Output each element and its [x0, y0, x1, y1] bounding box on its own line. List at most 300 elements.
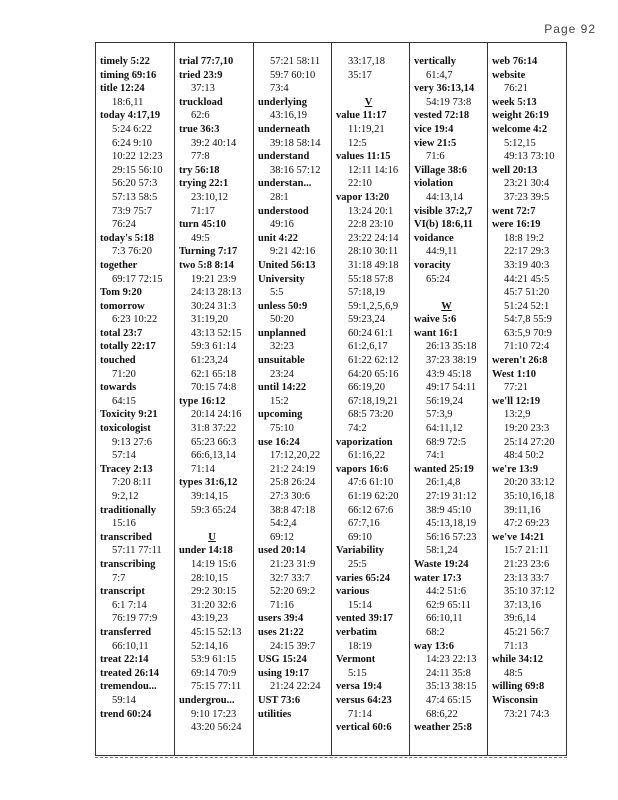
index-reference: 52:20 69:2 — [270, 586, 316, 598]
index-term: visible 37:2,7 — [414, 205, 473, 217]
index-reference: 39:2 40:14 — [191, 137, 237, 149]
index-reference: 20:20 33:12 — [504, 477, 555, 489]
index-reference: 43:16,19 — [270, 110, 308, 122]
index-term: types 31:6,12 — [179, 477, 238, 489]
index-term: until 14:22 — [258, 382, 307, 394]
index-term: were 16:19 — [492, 219, 541, 231]
index-reference: 25:8 26:24 — [270, 477, 316, 489]
index-reference: 48:4 50:2 — [504, 450, 544, 462]
index-reference: 57:14 — [112, 450, 136, 462]
index-reference: 71:17 — [191, 205, 215, 217]
index-term: used 20:14 — [258, 545, 306, 557]
index-reference: 54:19 73:8 — [426, 96, 472, 108]
index-term: University — [258, 273, 305, 285]
index-reference: 38:9 45:10 — [426, 504, 472, 516]
index-term: wanted 25:19 — [414, 463, 474, 475]
index-reference: 15:14 — [348, 599, 372, 611]
index-reference: 66:10,11 — [426, 613, 463, 625]
index-term: website — [492, 69, 526, 81]
index-column-5 — [410, 43, 488, 755]
index-term: Wisconsin — [492, 694, 538, 706]
index-term: way 13:6 — [414, 640, 454, 652]
index-term: utilities — [258, 708, 292, 720]
index-reference: 47:4 65:15 — [426, 694, 472, 706]
index-reference: 32:7 33:7 — [270, 572, 310, 584]
index-reference: 21:23 23:6 — [504, 558, 550, 570]
index-term: week 5:13 — [492, 96, 537, 108]
index-term: Tom 9:20 — [100, 287, 142, 299]
index-term: various — [336, 586, 370, 598]
index-reference: 75:15 77:11 — [191, 681, 242, 693]
index-term: upcoming — [258, 409, 303, 421]
index-reference: 27:19 31:12 — [426, 491, 477, 502]
index-reference: 74:2 — [348, 423, 367, 435]
index-reference: 59:3 61:14 — [191, 341, 237, 353]
index-reference: 73:4 — [270, 83, 289, 95]
index-reference: 64:15 — [112, 395, 136, 407]
index-frame — [95, 42, 567, 756]
index-reference: 61:16,22 — [348, 450, 386, 462]
index-reference: 49:16 — [270, 219, 294, 231]
index-term: USG 15:24 — [258, 654, 307, 666]
index-reference: 76:21 — [504, 83, 528, 95]
index-term: total 23:7 — [100, 327, 143, 339]
index-reference: 25:5 — [348, 558, 367, 570]
index-reference: 26:13 35:18 — [426, 341, 477, 353]
index-reference: 54:2,4 — [270, 518, 297, 530]
index-reference: 18:19 — [348, 640, 372, 652]
index-reference: 57:3,9 — [426, 409, 453, 421]
index-term: we'll 12:19 — [492, 395, 541, 407]
index-reference: 45:13,18,19 — [426, 518, 477, 530]
index-reference: 24:15 39:7 — [270, 640, 316, 652]
index-term: Vermont — [336, 654, 376, 666]
index-reference: 53:9 61:15 — [191, 654, 237, 666]
index-reference: 74:1 — [426, 450, 445, 462]
index-reference: 28:10 30:11 — [348, 246, 399, 258]
index-reference: 61:22 62:12 — [348, 355, 399, 367]
index-reference: 44:2 51:6 — [426, 586, 466, 598]
index-reference: 61:19 62:20 — [348, 491, 399, 502]
index-reference: 6:1 7:14 — [112, 599, 147, 611]
index-term: using 19:17 — [258, 667, 310, 679]
index-reference: 59:1,2,5,6,9 — [348, 300, 399, 312]
index-reference: 62:6 — [191, 110, 210, 122]
index-reference: 32:23 — [270, 341, 294, 353]
index-term: versa 19:4 — [336, 681, 382, 693]
index-term: water 17:3 — [414, 572, 462, 584]
index-term: underlying — [258, 96, 308, 108]
index-reference: 71:13 — [504, 640, 528, 652]
index-reference: 49:13 73:10 — [504, 151, 555, 163]
index-term: vested 72:18 — [414, 110, 470, 122]
index-term: try 56:18 — [179, 164, 220, 176]
index-term: we're 13:9 — [492, 463, 539, 475]
index-term: treated 26:14 — [100, 667, 159, 679]
index-term: treat 22:14 — [100, 654, 149, 666]
index-reference: 56:16 57:23 — [426, 531, 477, 543]
index-reference: 6:24 9:10 — [112, 137, 152, 149]
index-reference: 18:6,11 — [112, 96, 144, 108]
index-reference: 31:18 49:18 — [348, 259, 399, 271]
index-reference — [179, 517, 253, 531]
index-reference: 66:10,11 — [112, 640, 149, 652]
index-reference: 71:10 72:4 — [504, 341, 550, 353]
index-reference: 65:24 — [426, 273, 450, 285]
index-reference: 19:21 23:9 — [191, 273, 237, 285]
index-reference: 48:5 — [504, 667, 523, 679]
index-reference: 9:21 42:16 — [270, 246, 316, 258]
index-columns — [96, 43, 566, 755]
index-reference: 31:19,20 — [191, 314, 229, 326]
bottom-rule — [95, 757, 567, 758]
index-term: tremendou... — [100, 681, 157, 693]
index-reference: 68:2 — [426, 626, 445, 638]
index-reference: 11:19,21 — [348, 123, 385, 135]
section-letter: W — [441, 300, 452, 312]
index-reference: 59:7 60:10 — [270, 69, 316, 81]
index-term: use 16:24 — [258, 436, 300, 448]
index-term: weather 25:8 — [414, 722, 472, 734]
index-reference: 44:13,14 — [426, 191, 464, 203]
index-term: two 5:8 8:14 — [179, 259, 234, 271]
index-reference: 29:15 56:10 — [112, 164, 163, 176]
index-term: values 11:15 — [336, 151, 391, 163]
index-reference: 61:23,24 — [191, 355, 229, 367]
index-term: vertical 60:6 — [336, 722, 392, 734]
section-letter: U — [208, 531, 216, 543]
index-reference: 5:15 — [348, 667, 367, 679]
index-reference: 52:14,16 — [191, 640, 229, 652]
index-reference: 43:9 45:18 — [426, 368, 472, 380]
index-reference: 77:8 — [191, 151, 210, 163]
index-term: voracity — [414, 259, 451, 271]
index-term: unplanned — [258, 327, 306, 339]
index-term: under 14:18 — [179, 545, 233, 557]
index-term: went 72:7 — [492, 205, 536, 217]
index-term: versus 64:23 — [336, 694, 392, 706]
index-term: understood — [258, 205, 309, 217]
index-reference: 9:10 17:23 — [191, 708, 237, 720]
index-reference: 37:13,16 — [504, 599, 542, 611]
index-reference: 66:12 67:6 — [348, 504, 394, 516]
index-term: very 36:13,14 — [414, 83, 475, 95]
index-reference: 64:11,12 — [426, 423, 463, 435]
index-term: vented 39:17 — [336, 613, 393, 625]
index-term: Toxicity 9:21 — [100, 409, 158, 421]
index-term: violation — [414, 178, 454, 190]
index-reference: 70:15 74:8 — [191, 382, 237, 394]
index-reference: 33:17,18 — [348, 56, 386, 67]
index-reference: 24:13 28:13 — [191, 287, 242, 299]
index-term: turn 45:10 — [179, 219, 226, 231]
index-reference: 38:8 47:18 — [270, 504, 316, 516]
index-term: trying 22:1 — [179, 178, 229, 190]
index-term: vice 19:4 — [414, 123, 454, 135]
index-reference: 22:17 29:3 — [504, 246, 550, 258]
index-reference: 22:8 23:10 — [348, 219, 394, 231]
index-term: transferred — [100, 626, 152, 638]
index-term: we've 14:21 — [492, 531, 545, 543]
index-reference: 5:24 6:22 — [112, 123, 152, 135]
index-reference: 76:24 — [112, 219, 136, 231]
index-term: welcome 4:2 — [492, 123, 548, 135]
index-reference: 38:16 57:12 — [270, 164, 321, 176]
index-reference: 66:19,20 — [348, 382, 386, 394]
index-reference: 50:20 — [270, 314, 294, 326]
index-term: West 1:10 — [492, 368, 537, 380]
index-reference: 21:2 24:19 — [270, 463, 316, 475]
index-term: voidance — [414, 232, 454, 244]
index-reference: 10:22 12:23 — [112, 151, 163, 163]
index-reference: 66:6,13,14 — [191, 450, 236, 462]
index-reference: 69:10 — [348, 531, 372, 543]
index-term: vapors 16:6 — [336, 463, 389, 475]
index-reference: 57:11 77:11 — [112, 545, 162, 557]
index-reference: 6:23 10:22 — [112, 314, 158, 326]
index-reference: 71:16 — [270, 599, 294, 611]
index-reference: 56:19,24 — [426, 395, 464, 407]
index-term: want 16:1 — [414, 327, 459, 339]
index-reference: 13:2,9 — [504, 409, 531, 421]
index-reference: 19:20 23:3 — [504, 423, 550, 435]
index-reference: 21:24 22:24 — [270, 681, 321, 693]
index-reference: 26:1,4,8 — [426, 477, 461, 489]
index-term: understand — [258, 151, 310, 163]
index-reference: 60:24 61:1 — [348, 327, 394, 339]
index-reference: 39:6,14 — [504, 613, 536, 625]
index-term: verbatim — [336, 626, 377, 638]
index-term: VI(b) 18:6,11 — [414, 219, 473, 231]
index-reference: 77:21 — [504, 382, 528, 394]
index-term: weren't 26:8 — [492, 355, 548, 367]
index-term: transcribing — [100, 558, 156, 570]
index-reference: 15:16 — [112, 518, 136, 530]
index-reference: 67:18,19,21 — [348, 395, 399, 407]
index-reference: 7:20 8:11 — [112, 477, 152, 489]
page-number: Page 92 — [544, 22, 596, 36]
index-reference: 28:10,15 — [191, 572, 229, 584]
index-term: vapor 13:20 — [336, 191, 390, 203]
index-term: Tracey 2:13 — [100, 463, 153, 475]
index-reference: 71:14 — [348, 708, 372, 720]
index-reference: 43:20 56:24 — [191, 722, 242, 734]
index-term: vaporization — [336, 436, 393, 448]
index-column-6 — [488, 43, 566, 755]
index-reference: 69:12 — [270, 531, 294, 543]
index-reference: 58:1,24 — [426, 545, 458, 557]
index-reference: 33:19 40:3 — [504, 259, 550, 271]
index-reference: 39:14,15 — [191, 491, 229, 502]
index-term: true 36:3 — [179, 123, 220, 135]
index-reference: 44:9,11 — [426, 246, 458, 258]
index-term: towards — [100, 382, 137, 394]
index-reference: 23:24 — [270, 368, 294, 380]
index-reference: 37:23 38:19 — [426, 355, 477, 367]
index-reference: 23:21 30:4 — [504, 178, 550, 190]
index-reference: 12:5 — [348, 137, 367, 149]
index-term: view 21:5 — [414, 137, 457, 149]
index-reference: 68:9 72:5 — [426, 436, 466, 448]
index-reference: 45:7 51:20 — [504, 287, 550, 299]
index-reference: 65:23 66:3 — [191, 436, 237, 448]
index-column-1 — [96, 43, 175, 755]
index-reference: 13:24 20:1 — [348, 205, 394, 217]
index-term: well 20:13 — [492, 164, 538, 176]
index-term: today 4:17,19 — [100, 110, 161, 122]
index-reference: 76:19 77:9 — [112, 613, 158, 625]
index-reference: 45:21 56:7 — [504, 626, 550, 638]
index-reference: 23:13 33:7 — [504, 572, 550, 584]
index-term: touched — [100, 355, 136, 367]
index-reference: 69:14 70:9 — [191, 667, 237, 679]
index-reference: 24:11 35:8 — [426, 667, 471, 679]
index-reference: 68:6,22 — [426, 708, 458, 720]
index-reference: 75:10 — [270, 423, 294, 435]
index-reference: 73:9 75:7 — [112, 205, 152, 217]
index-term: transcript — [100, 586, 145, 598]
index-reference: 56:20 57:3 — [112, 178, 158, 190]
index-reference: 61:2,6,17 — [348, 341, 388, 353]
index-term: unsuitable — [258, 355, 305, 367]
index-reference: 49:17 54:11 — [426, 382, 477, 394]
index-reference — [336, 82, 409, 96]
index-term: Village 38:6 — [414, 164, 467, 176]
index-term: while 34:12 — [492, 654, 544, 666]
index-reference: 9:2,12 — [112, 491, 139, 502]
index-term: value 11:17 — [336, 110, 387, 122]
index-column-4 — [332, 43, 410, 755]
index-reference: 31:8 37:22 — [191, 423, 237, 435]
index-reference: 71:6 — [426, 151, 445, 163]
index-term: users 39:4 — [258, 613, 304, 625]
index-reference: 35:10,16,18 — [504, 491, 555, 502]
index-reference: 22:10 — [348, 178, 372, 190]
index-reference: 39:18 58:14 — [270, 137, 321, 149]
index-reference: 69:17 72:15 — [112, 273, 163, 285]
index-reference: 68:5 73:20 — [348, 409, 394, 421]
index-reference: 43:13 52:15 — [191, 327, 242, 339]
index-reference: 28:1 — [270, 191, 289, 203]
index-reference: 23:10,12 — [191, 191, 229, 203]
index-reference: 57:18,19 — [348, 287, 386, 299]
index-term: United 56:13 — [258, 259, 316, 271]
index-term: toxicologist — [100, 423, 151, 435]
index-reference: 29:2 30:15 — [191, 586, 237, 598]
index-term: weight 26:19 — [492, 110, 549, 122]
index-reference: 71:20 — [112, 368, 136, 380]
index-term: truckload — [179, 96, 223, 108]
index-reference: 27:3 30:6 — [270, 491, 310, 502]
index-reference: 9:13 27:6 — [112, 436, 152, 448]
index-reference: 14:23 22:13 — [426, 654, 477, 666]
index-term: timely 5:22 — [100, 56, 150, 67]
index-reference: 30:24 31:3 — [191, 300, 237, 312]
index-reference: 63:5,9 70:9 — [504, 327, 552, 339]
index-reference: 62:1 65:18 — [191, 368, 237, 380]
index-reference: 59:14 — [112, 694, 136, 706]
index-term: vertically — [414, 56, 456, 67]
index-reference: 59:3 65:24 — [191, 504, 237, 516]
index-reference: 35:17 — [348, 69, 372, 81]
index-reference: 25:14 27:20 — [504, 436, 555, 448]
index-reference: 15:2 — [270, 395, 289, 407]
section-letter: V — [364, 96, 373, 108]
index-term: understan... — [258, 178, 312, 190]
index-reference: 7:7 — [112, 572, 126, 584]
index-term: tried 23:9 — [179, 69, 223, 81]
index-term: today's 5:18 — [100, 232, 154, 244]
index-reference: 35:10 37:12 — [504, 586, 555, 598]
index-term: underneath — [258, 123, 310, 135]
index-reference: 57:13 58:5 — [112, 191, 158, 203]
index-reference: 37:23 39:5 — [504, 191, 550, 203]
index-term: varies 65:24 — [336, 572, 390, 584]
index-reference: 43:19,23 — [191, 613, 229, 625]
index-reference: 67:7,16 — [348, 518, 380, 530]
index-reference: 71:14 — [191, 463, 215, 475]
index-term: Waste 19:24 — [414, 558, 469, 570]
index-reference: 47:6 61:10 — [348, 477, 394, 489]
index-term: uses 21:22 — [258, 626, 304, 638]
index-reference: 14:19 15:6 — [191, 558, 237, 570]
index-term: transcribed — [100, 531, 152, 543]
index-reference: 47:2 69:23 — [504, 518, 550, 530]
index-reference: 59:23,24 — [348, 314, 386, 326]
index-reference: 20:14 24:16 — [191, 409, 242, 421]
index-reference: 35:13 38:15 — [426, 681, 477, 693]
index-term: traditionally — [100, 504, 157, 516]
index-reference: 62:9 65:11 — [426, 599, 471, 611]
index-term: UST 73:6 — [258, 694, 301, 706]
index-term: willing 69:8 — [492, 681, 545, 693]
index-reference: 73:21 74:3 — [504, 708, 550, 720]
index-reference: 12:11 14:16 — [348, 164, 399, 176]
index-reference: 37:13 — [191, 83, 215, 95]
index-term: unless 50:9 — [258, 300, 308, 312]
index-term: together — [100, 259, 138, 271]
index-term: undergrou... — [179, 694, 235, 706]
index-term: tomorrow — [100, 300, 145, 312]
index-reference: 17:12,20,22 — [270, 450, 321, 462]
index-reference: 49:5 — [191, 232, 210, 244]
index-reference — [414, 286, 487, 300]
index-reference: 61:4,7 — [426, 69, 453, 81]
index-term: unit 4:22 — [258, 232, 298, 244]
index-term: timing 69:16 — [100, 69, 157, 81]
index-column-3 — [254, 43, 332, 755]
index-reference: 23:22 24:14 — [348, 232, 399, 244]
index-reference: 21:23 31:9 — [270, 558, 316, 570]
index-reference: 5:5 — [270, 287, 284, 299]
index-reference: 18:8 19:2 — [504, 232, 544, 244]
index-reference: 15:7 21:11 — [504, 545, 549, 557]
index-reference: 39:11,16 — [504, 504, 541, 516]
index-reference: 5:12,15 — [504, 137, 536, 149]
index-term: web 76:14 — [492, 56, 538, 67]
index-term: waive 5:6 — [414, 314, 457, 326]
index-term: totally 22:17 — [100, 341, 156, 353]
index-reference: 31:20 32:6 — [191, 599, 237, 611]
index-term: title 12:24 — [100, 83, 145, 95]
index-reference: 57:21 58:11 — [270, 56, 321, 67]
index-term: Variability — [336, 545, 385, 557]
index-reference: 51:24 52:1 — [504, 300, 550, 312]
index-reference: 45:15 52:13 — [191, 626, 242, 638]
index-reference: 7:3 76:20 — [112, 246, 152, 258]
index-reference: 55:18 57:8 — [348, 273, 394, 285]
index-column-2 — [175, 43, 254, 755]
